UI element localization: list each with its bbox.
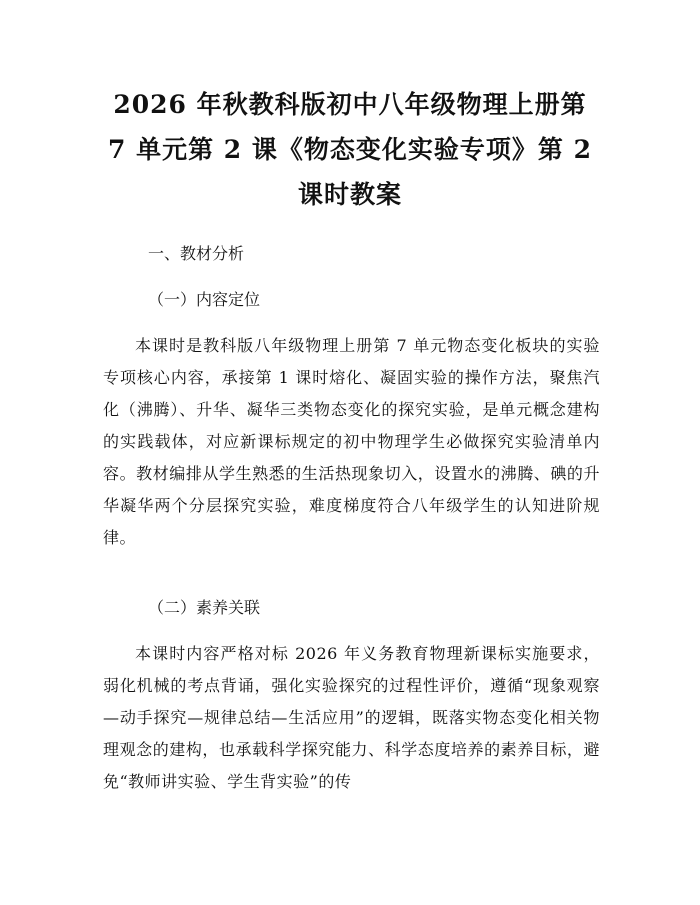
paragraph-content-positioning: 本课时是教科版八年级物理上册第 7 单元物态变化板块的实验专项核心内容，承接第 1 课时熔化、凝固实验的操作方法，聚焦汽化（沸腾）、升华、凝华三类物态变化的探究实验，是单元概念建构的实践载体，对应新课标规定的初中物理学生必做探究实验清单内容。教材编排从学生熟悉的生活热现象切入，设置水的沸腾、碘的升华凝华两个分层探究实验，难度梯度符合八年级学生的认知进阶规律。 bbox=[103, 336, 600, 547]
subsection-heading-competency: （二）素养关联 bbox=[148, 598, 261, 617]
document-title: 2026 年秋教科版初中八年级物理上册第 7 单元第 2 课《物态变化实验专项》第 2 课时教案 bbox=[107, 90, 592, 209]
subsection-heading-content-positioning: （一）内容定位 bbox=[148, 290, 261, 309]
section-heading: 一、教材分析 bbox=[148, 244, 245, 263]
paragraph-competency: 本课时内容严格对标 2026 年义务教育物理新课标实施要求，弱化机械的考点背诵，强化实验探究的过程性评价，遵循“现象观察—动手探究—规律总结—生活应用”的逻辑，既落实物态变化相关物理观念的建构，也承载科学探究能力、科学态度培养的素养目标，避免“教师讲实验、学生背实验”的传 bbox=[103, 644, 600, 791]
